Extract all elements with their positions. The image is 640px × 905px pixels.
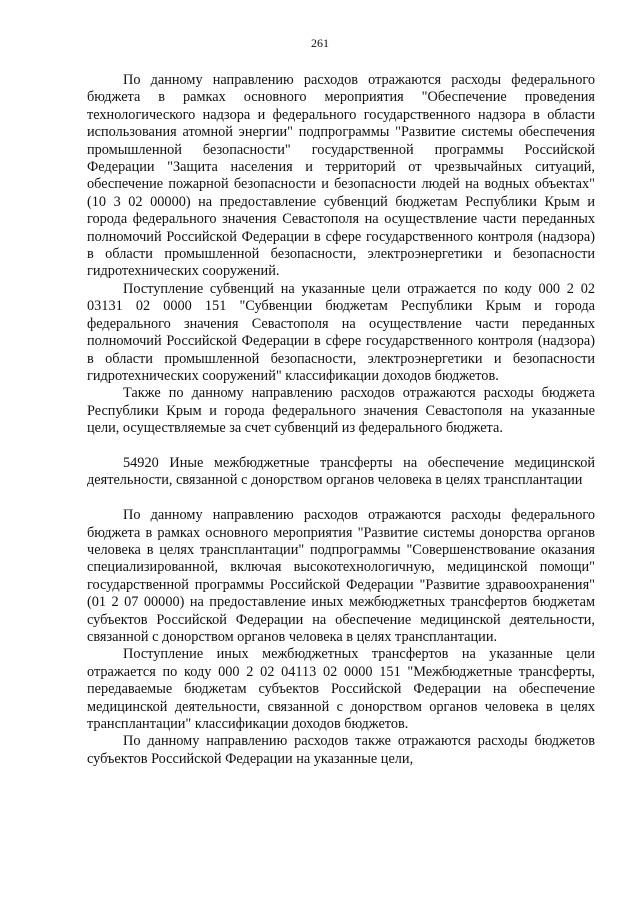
paragraph-federal-budget-nuclear-supervision: По данному направлению расходов отражаются расходы федерального бюджета в рамках основного мероприятия "Обеспечение проведения технологического надзора и федерального государственного надзора в области использования атомной энергии" подпрограммы "Развитие системы обеспечения промышленной безопасности" государственной программы Российской Федерации "Защита населения и территорий от чрезвычайных ситуаций, обеспечение пожарной безопасности и безопасности людей на водных объектах" (10 3 02 00000) на предоставление субвенций бюджетам Республики Крым и города федерального значения Севастополя на осуществление части переданных полномочий Российской Федерации в сфере государственного контроля (надзора) в области промышленной безопасности, электроэнергетики и безопасности гидротехнических сооружений. [87,72,595,280]
paragraph-regional-budgets-expenses: По данному направлению расходов также отражаются расходы бюджетов субъектов Российской Федерации на указанные цели, [87,733,595,767]
section-heading-54920: 54920 Иные межбюджетные трансферты на обеспечение медицинской деятельности, связанной с донорством органов человека в целях трансплантации [87,454,595,489]
paragraph-transfer-income-code: Поступление иных межбюджетных трансфертов на указанные цели отражается по коду 000 2 02 04113 02 0000 151 "Межбюджетные трансферты, передаваемые бюджетам субъектов Российской Федерации на обеспечение медицинской деятельности, связанной с донорством органов человека в целях трансплантации" классификации доходов бюджетов. [87,646,595,732]
page-number: 261 [311,36,329,50]
document-body [87,72,595,768]
paragraph-federal-budget-organ-donation: По данному направлению расходов отражаются расходы федерального бюджета в рамках основного мероприятия "Развитие системы донорства органов человека в целях трансплантации" подпрограммы "Совершенствование оказания специализированной, включая высокотехнологичную, медицинской помощи" государственной программы Российской Федерации "Развитие здравоохранения" (01 2 07 00000) на предоставление иных межбюджетных трансфертов бюджетам субъектов Российской Федерации на обеспечение медицинской деятельности, связанной с донорством органов человека в целях трансплантации. [87,507,595,645]
paragraph-subvention-income-code: Поступление субвенций на указанные цели отражается по коду 000 2 02 03131 02 0000 151 "Субвенции бюджетам Республики Крым и города федерального значения Севастополя на осуществление части переданных полномочий Российской Федерации в сфере государственного контроля (надзора) в области промышленной безопасности, электроэнергетики и безопасности гидротехнических сооружений" классификации доходов бюджетов. [87,280,595,384]
paragraph-crimea-sevastopol-expenses: Также по данному направлению расходов отражаются расходы бюджета Республики Крым и города федерального значения Севастополя на указанные цели, осуществляемые за счет субвенций из федерального бюджета. [87,385,595,437]
